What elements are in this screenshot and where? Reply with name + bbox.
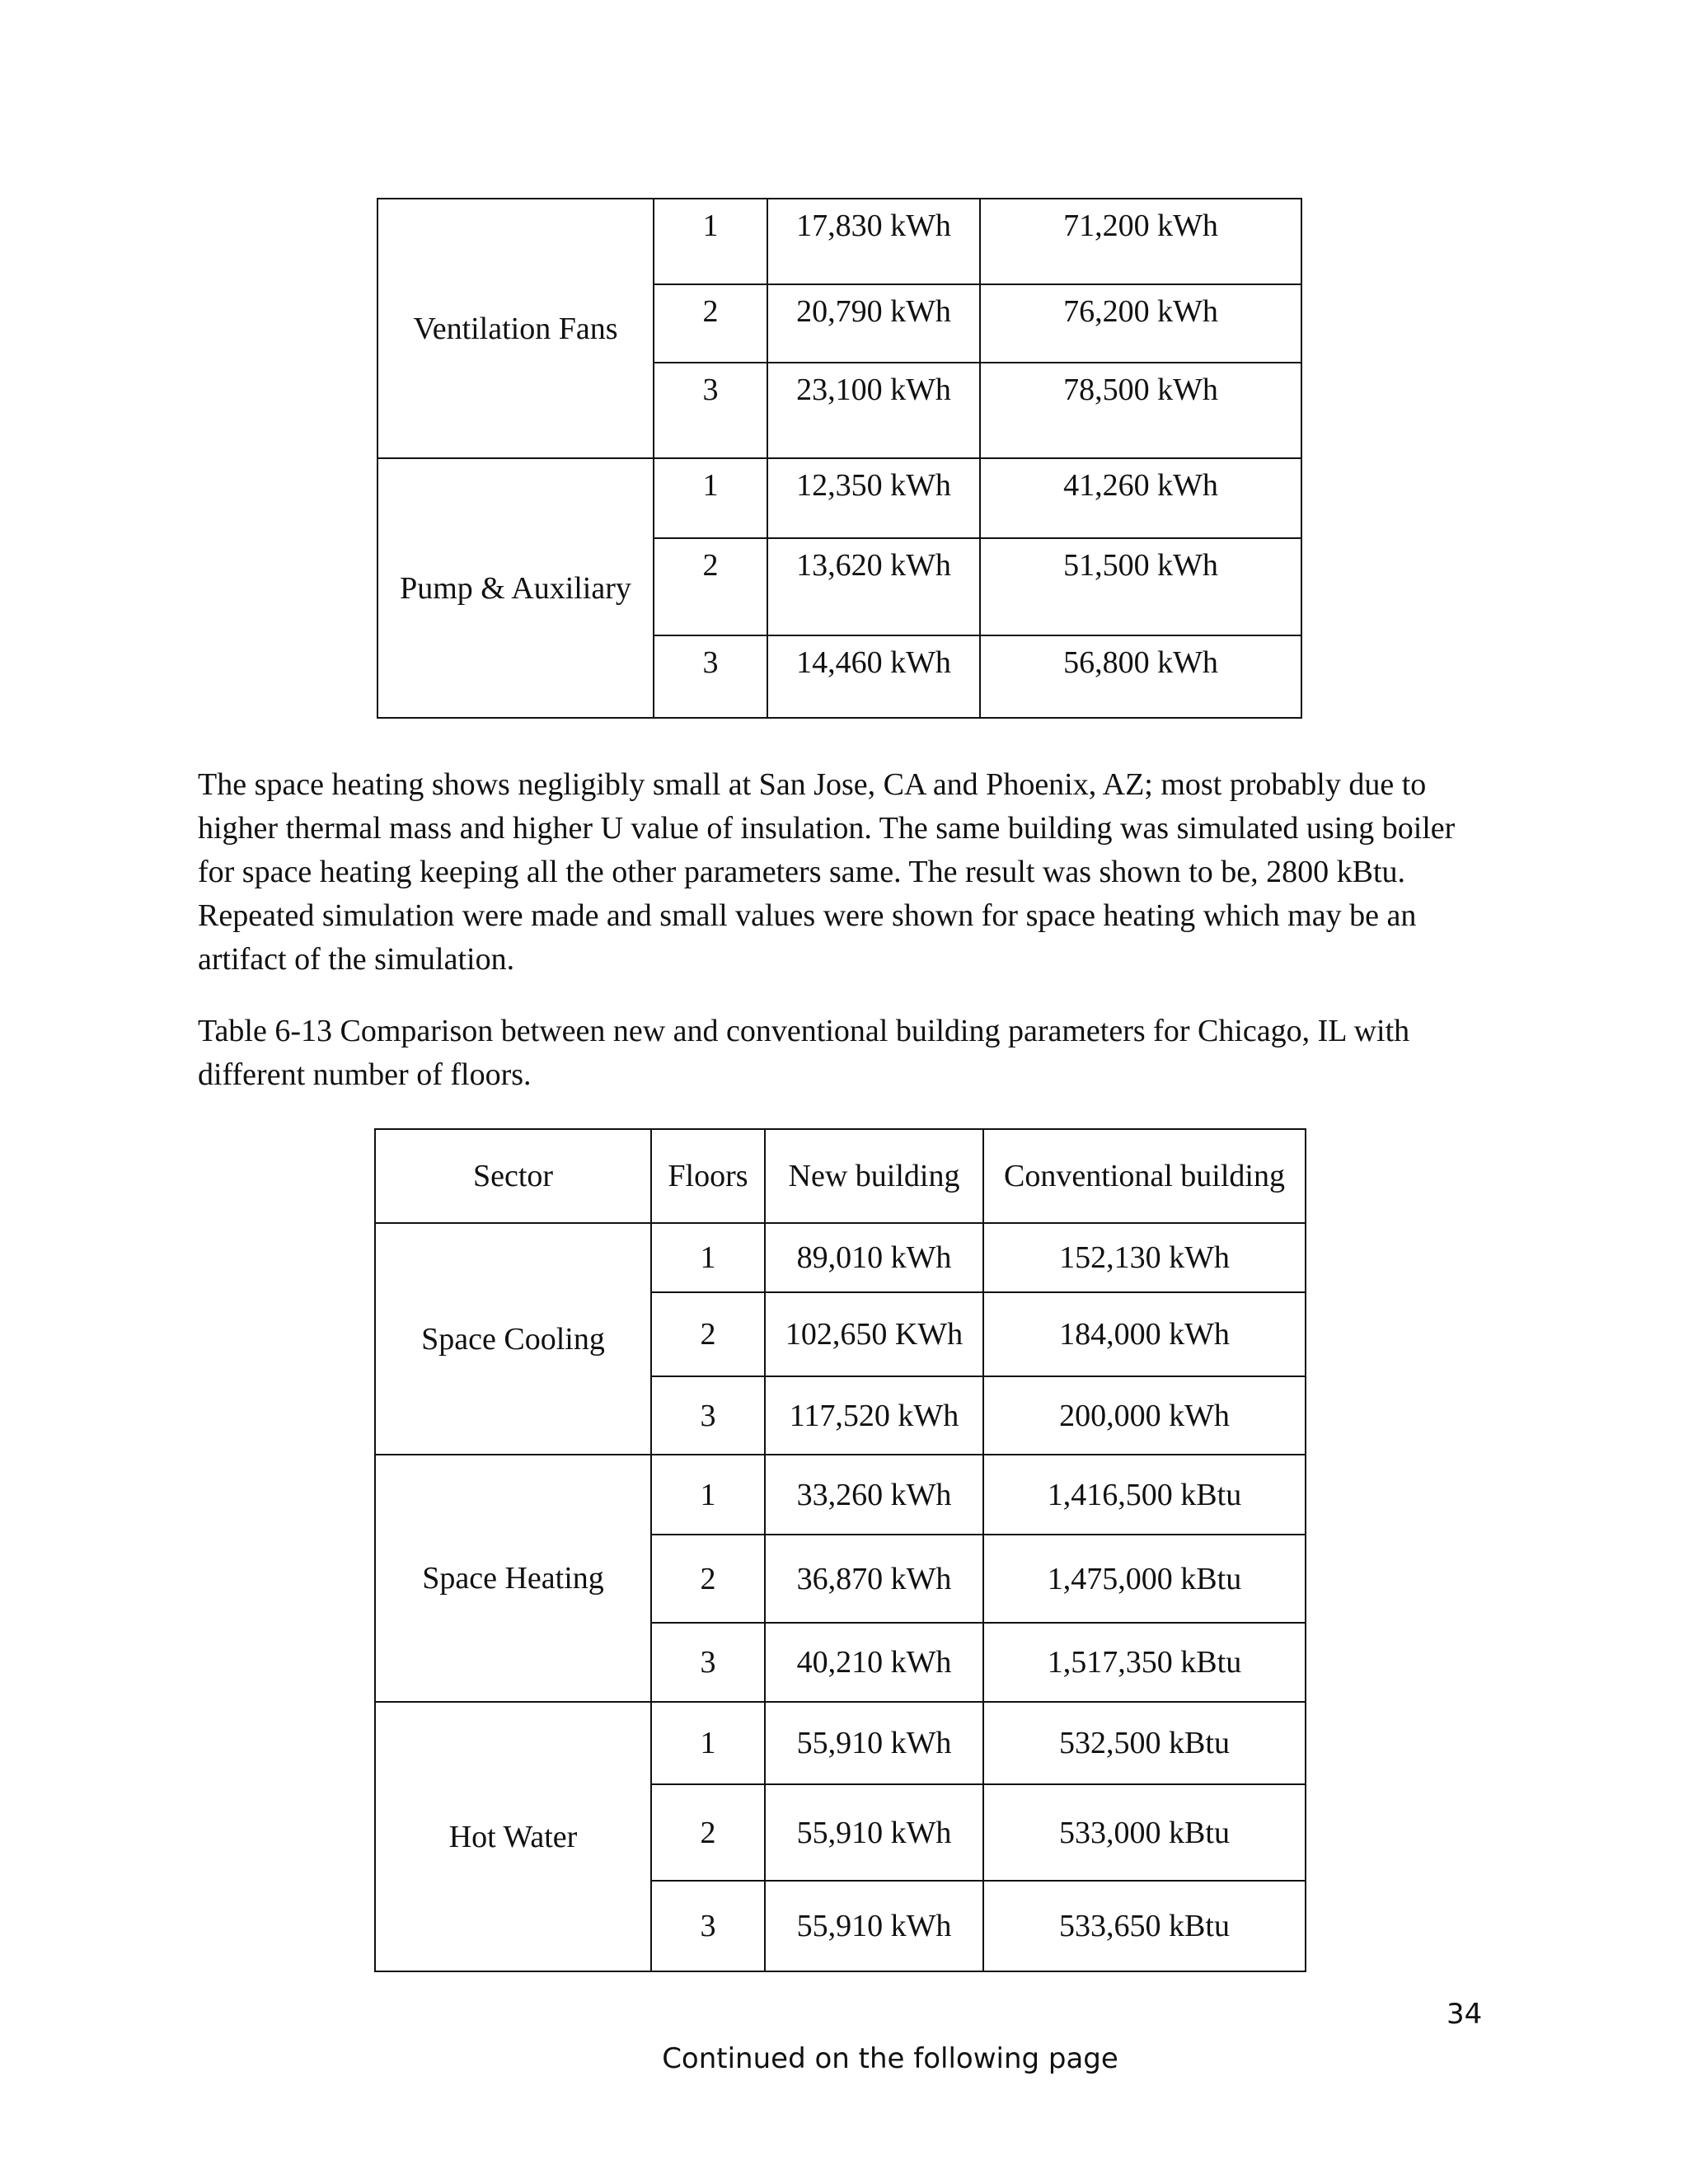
floors-cell: 1	[654, 199, 767, 284]
conventional-building-cell: 152,130 kWh	[983, 1223, 1306, 1292]
conventional-building-cell: 56,800 kWh	[980, 635, 1301, 718]
floors-cell: 1	[654, 458, 767, 538]
conventional-building-cell: 184,000 kWh	[983, 1292, 1306, 1376]
floors-cell: 2	[651, 1535, 765, 1623]
conventional-building-cell: 71,200 kWh	[980, 199, 1301, 284]
table-row	[377, 199, 1301, 284]
table-row	[375, 1702, 1306, 1784]
new-building-cell: 12,350 kWh	[767, 458, 980, 538]
body-paragraph: The space heating shows negligibly small at San Jose, CA and Phoenix, AZ; most probably due to higher thermal mass and higher U value of insulation. The same building was simulated using boiler for space heating keeping all the other parameters same. The result was shown to be, 2800 kBtu. Repeated simulation were made and small values were shown for space heating which may be an artifact of the simulation.	[198, 767, 1456, 977]
conventional-building-cell: 41,260 kWh	[980, 458, 1301, 538]
conventional-building-cell: 533,650 kBtu	[983, 1881, 1306, 1971]
new-building-cell: 20,790 kWh	[767, 284, 980, 363]
sector-cell: Pump & Auxiliary	[377, 458, 654, 718]
continued-footer: Continued on the following page	[662, 2042, 1118, 2075]
floors-cell: 2	[651, 1784, 765, 1881]
new-building-cell: 17,830 kWh	[767, 199, 980, 284]
new-building-cell: 89,010 kWh	[765, 1223, 983, 1292]
header-floors: Floors	[651, 1129, 765, 1223]
page-number: 34	[1447, 1998, 1483, 2031]
new-building-cell: 40,210 kWh	[765, 1623, 983, 1702]
new-building-cell: 36,870 kWh	[765, 1535, 983, 1623]
table-caption: Table 6-13 Comparison between new and conventional building parameters for Chicago, IL with different number of floors.	[198, 1014, 1410, 1092]
sector-cell: Space Heating	[375, 1455, 651, 1702]
conventional-building-cell: 533,000 kBtu	[983, 1784, 1306, 1881]
new-building-cell: 55,910 kWh	[765, 1702, 983, 1784]
sector-cell: Space Cooling	[375, 1223, 651, 1455]
table-header-row	[375, 1129, 1306, 1223]
conventional-building-cell: 532,500 kBtu	[983, 1702, 1306, 1784]
new-building-cell: 102,650 KWh	[765, 1292, 983, 1376]
conventional-building-cell: 200,000 kWh	[983, 1376, 1306, 1455]
conventional-building-cell: 1,517,350 kBtu	[983, 1623, 1306, 1702]
floors-cell: 2	[654, 284, 767, 363]
conventional-building-cell: 1,416,500 kBtu	[983, 1455, 1306, 1535]
conventional-building-cell: 1,475,000 kBtu	[983, 1535, 1306, 1623]
new-building-cell: 117,520 kWh	[765, 1376, 983, 1455]
comparison-table	[374, 1128, 1306, 1972]
floors-cell: 1	[651, 1223, 765, 1292]
floors-cell: 3	[654, 363, 767, 458]
new-building-cell: 14,460 kWh	[767, 635, 980, 718]
floors-cell: 1	[651, 1455, 765, 1535]
table-row	[375, 1223, 1306, 1292]
new-building-cell: 13,620 kWh	[767, 538, 980, 635]
floors-cell: 2	[651, 1292, 765, 1376]
new-building-cell: 33,260 kWh	[765, 1455, 983, 1535]
conventional-building-cell: 76,200 kWh	[980, 284, 1301, 363]
continued-table	[377, 198, 1302, 719]
floors-cell: 3	[651, 1881, 765, 1971]
conventional-building-cell: 78,500 kWh	[980, 363, 1301, 458]
floors-cell: 1	[651, 1702, 765, 1784]
floors-cell: 3	[651, 1376, 765, 1455]
floors-cell: 2	[654, 538, 767, 635]
header-conventional-building: Conventional building	[983, 1129, 1306, 1223]
header-sector: Sector	[375, 1129, 651, 1223]
table-row	[375, 1455, 1306, 1535]
sector-cell: Ventilation Fans	[377, 199, 654, 458]
floors-cell: 3	[651, 1623, 765, 1702]
new-building-cell: 55,910 kWh	[765, 1881, 983, 1971]
header-new-building: New building	[765, 1129, 983, 1223]
new-building-cell: 55,910 kWh	[765, 1784, 983, 1881]
new-building-cell: 23,100 kWh	[767, 363, 980, 458]
table-row	[377, 458, 1301, 538]
floors-cell: 3	[654, 635, 767, 718]
conventional-building-cell: 51,500 kWh	[980, 538, 1301, 635]
sector-cell: Hot Water	[375, 1702, 651, 1971]
